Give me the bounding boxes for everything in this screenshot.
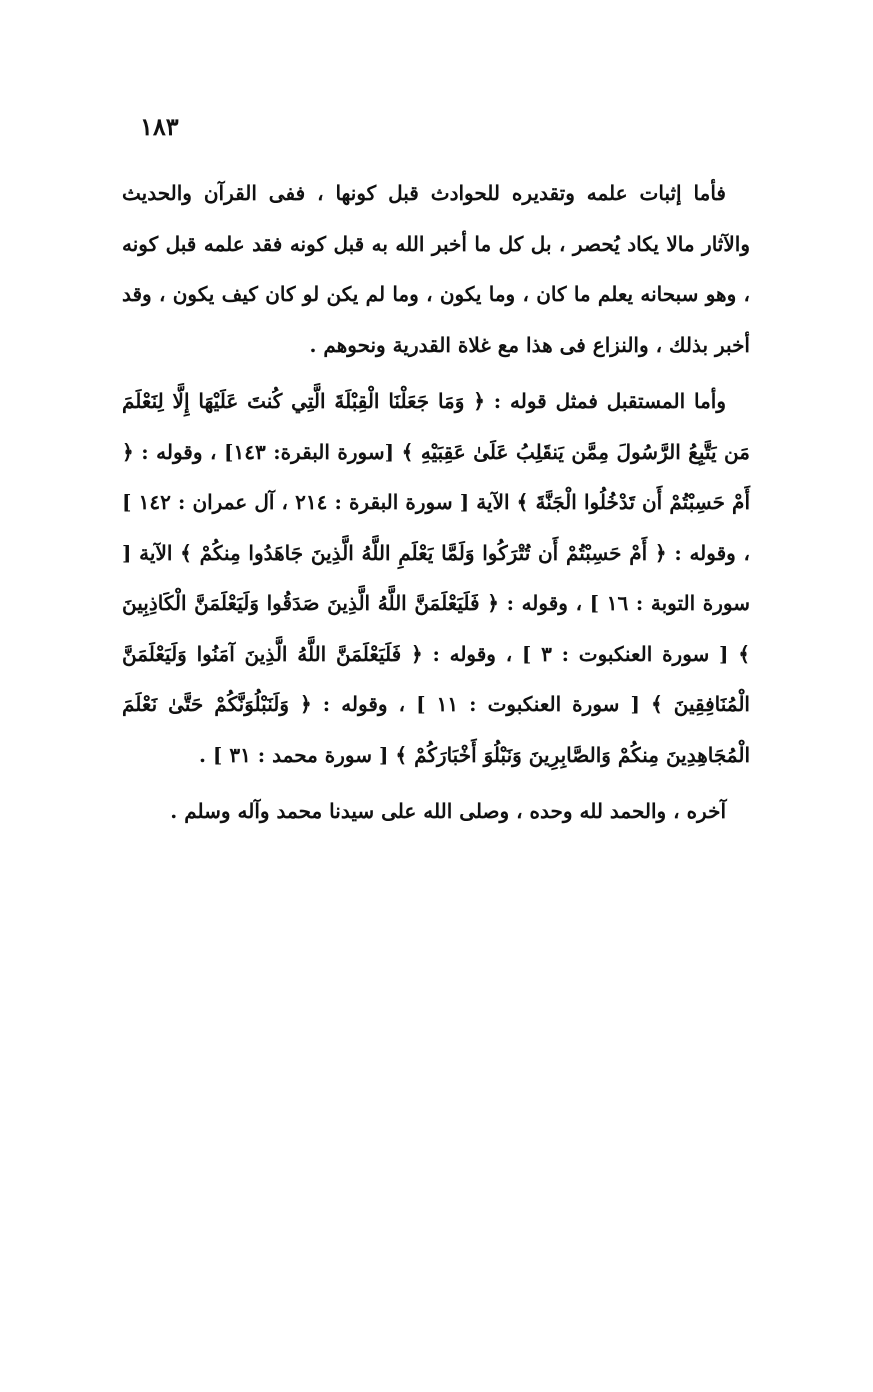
paragraph-knowledge-before-events: فأما إثبات علمه وتقديره للحوادث قبل كونها ، ففى القرآن والحديث والآثار مالا يكاد يُحصر ، بل كل ما أخبر الله به قبل كونه فقد علمه قبل كونه ، وهو سبحانه يعلم ما كان ، وما يكون ، وما لم يكن لو كان كيف يكون ، وقد أخبر بذلك ، والنزاع فى هذا مع غلاة القدرية ونحوهم . <box>122 181 750 357</box>
paragraph-closing: آخره ، والحمد لله وحده ، وصلى الله على سيدنا محمد وآله وسلم . <box>170 799 726 823</box>
page-number: ١٨٣ <box>140 112 179 141</box>
paragraph-future-knowledge-verses: وأما المستقبل فمثل قوله : ﴿ وَمَا جَعَلْنَا الْقِبْلَةَ الَّتِي كُنتَ عَلَيْهَا إِلَّا لِنَعْلَمَ مَن يَتَّبِعُ الرَّسُولَ مِمَّن يَنقَلِبُ عَلَىٰ عَقِبَيْهِ ﴾ [سورة البقرة: ١٤٣] ، وقوله : ﴿ أَمْ حَسِبْتُمْ أَن تَدْخُلُوا الْجَنَّةَ ﴾ الآية [ سورة البقرة : ٢١٤ ، آل عمران : ١٤٢ ] ، وقوله : ﴿ أَمْ حَسِبْتُمْ أَن تُتْرَكُوا وَلَمَّا يَعْلَمِ اللَّهُ الَّذِينَ جَاهَدُوا مِنكُمْ ﴾ الآية [ سورة التوبة : ١٦ ] ، وقوله : ﴿ فَلَيَعْلَمَنَّ اللَّهُ الَّذِينَ صَدَقُوا وَلَيَعْلَمَنَّ الْكَاذِبِينَ ﴾ [ سورة العنكبوت : ٣ ] ، وقوله : ﴿ فَلَيَعْلَمَنَّ اللَّهُ الَّذِينَ آمَنُوا وَلَيَعْلَمَنَّ الْمُنَافِقِينَ ﴾ [ سورة العنكبوت : ١١ ] ، وقوله : ﴿ وَلَنَبْلُوَنَّكُمْ حَتَّىٰ نَعْلَمَ الْمُجَاهِدِينَ مِنكُمْ وَالصَّابِرِينَ وَنَبْلُوَ أَخْبَارَكُمْ ﴾ [ سورة محمد : ٣١ ] . <box>122 389 750 767</box>
body-text <box>122 168 750 837</box>
